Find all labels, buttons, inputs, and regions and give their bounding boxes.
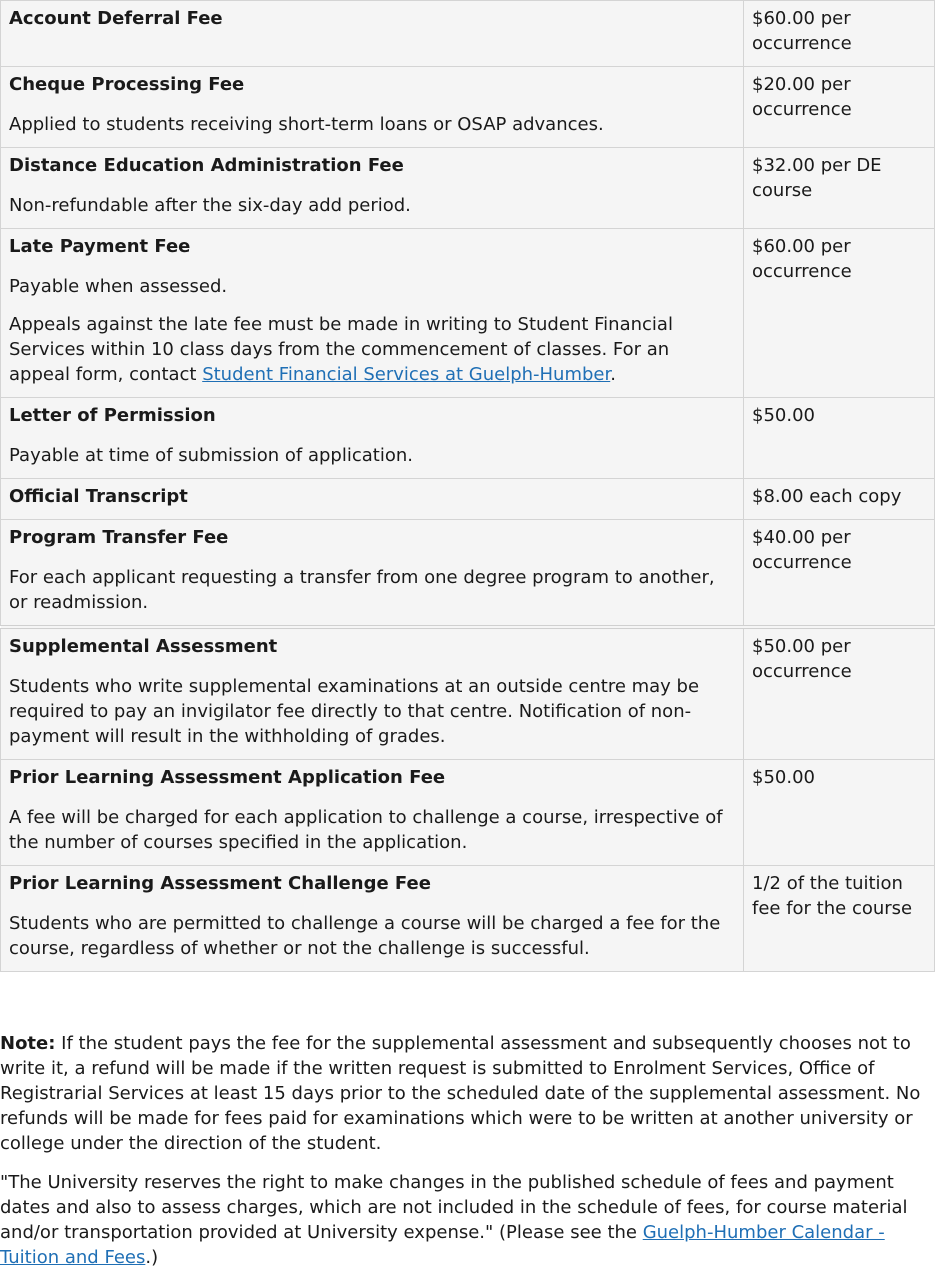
fee-description-cell [1, 229, 744, 398]
fee-description-cell [1, 520, 744, 628]
fee-amount: $50.00 [744, 398, 935, 479]
fee-name: Late Payment Fee [9, 236, 191, 257]
table-row [1, 627, 935, 760]
fee-description: Payable at time of submission of application. [9, 445, 413, 466]
late-fee-appeal-text [9, 312, 735, 387]
fee-description: Students who write supplemental examinations at an outside centre may be required to pay an invigilator fee directly to that centre. Notification of non-payment will result in the withholding of grades. [9, 676, 700, 747]
fee-name: Distance Education Administration Fee [9, 155, 404, 176]
calendar-tuition-fees-link[interactable]: Guelph-Humber Calendar - Tuition and Fees [0, 1222, 885, 1268]
table-row [1, 520, 935, 628]
university-disclaimer [0, 1170, 935, 1270]
disclaimer-text: "The University reserves the right to make changes in the published schedule of fees and payment dates and also to assess charges, which are not included in the schedule of fees, for course material and/or transportation provided at University expense." (Please see the [0, 1172, 908, 1243]
fee-amount: $8.00 each copy [744, 479, 935, 520]
fee-amount: $50.00 [744, 760, 935, 866]
fee-description: For each applicant requesting a transfer from one degree program to another, or readmission. [9, 567, 715, 613]
table-row [1, 229, 935, 398]
fee-name: Supplemental Assessment [9, 636, 278, 657]
table-row [1, 148, 935, 229]
fee-description-cell [1, 866, 744, 972]
fee-name: Letter of Permission [9, 405, 216, 426]
fee-name: Cheque Processing Fee [9, 74, 245, 95]
table-row [1, 866, 935, 972]
table-row [1, 398, 935, 479]
fee-description: Students who are permitted to challenge a course will be charged a fee for the course, regardless of whether or not the challenge is successful. [9, 913, 721, 959]
table-row [1, 67, 935, 148]
fee-name: Official Transcript [9, 486, 188, 507]
student-financial-services-link[interactable]: Student Financial Services at Guelph-Humber [202, 364, 611, 385]
note-text: If the student pays the fee for the supplemental assessment and subsequently chooses not to write it, a refund will be made if the written request is submitted to Enrolment Services, Office of Registrarial Services at least 15 days prior to the scheduled date of the supplemental assessment. No refunds will be made for fees paid for examinations which were to be written at another university or college under the direction of the student. [0, 1033, 921, 1154]
notes-section [0, 1031, 935, 1284]
note-label: Note: [0, 1033, 56, 1054]
table-row [1, 760, 935, 866]
fee-name: Prior Learning Assessment Challenge Fee [9, 873, 431, 894]
fee-amount: $60.00 per occurrence [744, 229, 935, 398]
fee-description: Non-refundable after the six-day add period. [9, 195, 411, 216]
fee-description-cell [1, 479, 744, 520]
fee-description: Applied to students receiving short-term loans or OSAP advances. [9, 114, 604, 135]
table-row [1, 1, 935, 67]
fee-description-cell [1, 1, 744, 67]
fee-amount: $50.00 per occurrence [744, 627, 935, 760]
fee-description-cell [1, 148, 744, 229]
fee-description-cell [1, 760, 744, 866]
fee-description: A fee will be charged for each application to challenge a course, irrespective of the number of courses specified in the application. [9, 807, 723, 853]
fee-description-cell [1, 627, 744, 760]
fee-description-cell [1, 67, 744, 148]
refund-note [0, 1031, 935, 1156]
table-row [1, 479, 935, 520]
fee-amount: 1/2 of the tuition fee for the course [744, 866, 935, 972]
appeal-text: Appeals against the late fee must be made in writing to Student Financial Services within 10 class days from the commencement of classes. For an appeal form, contact [9, 314, 673, 385]
fee-amount: $60.00 per occurrence [744, 1, 935, 67]
fee-name: Prior Learning Assessment Application Fee [9, 767, 446, 788]
fee-name: Account Deferral Fee [9, 8, 223, 29]
appeal-end: . [610, 364, 616, 385]
fee-amount: $20.00 per occurrence [744, 67, 935, 148]
fee-description-cell [1, 398, 744, 479]
disclaimer-end: .) [145, 1247, 159, 1268]
fee-amount: $32.00 per DE course [744, 148, 935, 229]
fee-name: Program Transfer Fee [9, 527, 229, 548]
fee-amount: $40.00 per occurrence [744, 520, 935, 628]
fee-description: Payable when assessed. [9, 276, 228, 297]
